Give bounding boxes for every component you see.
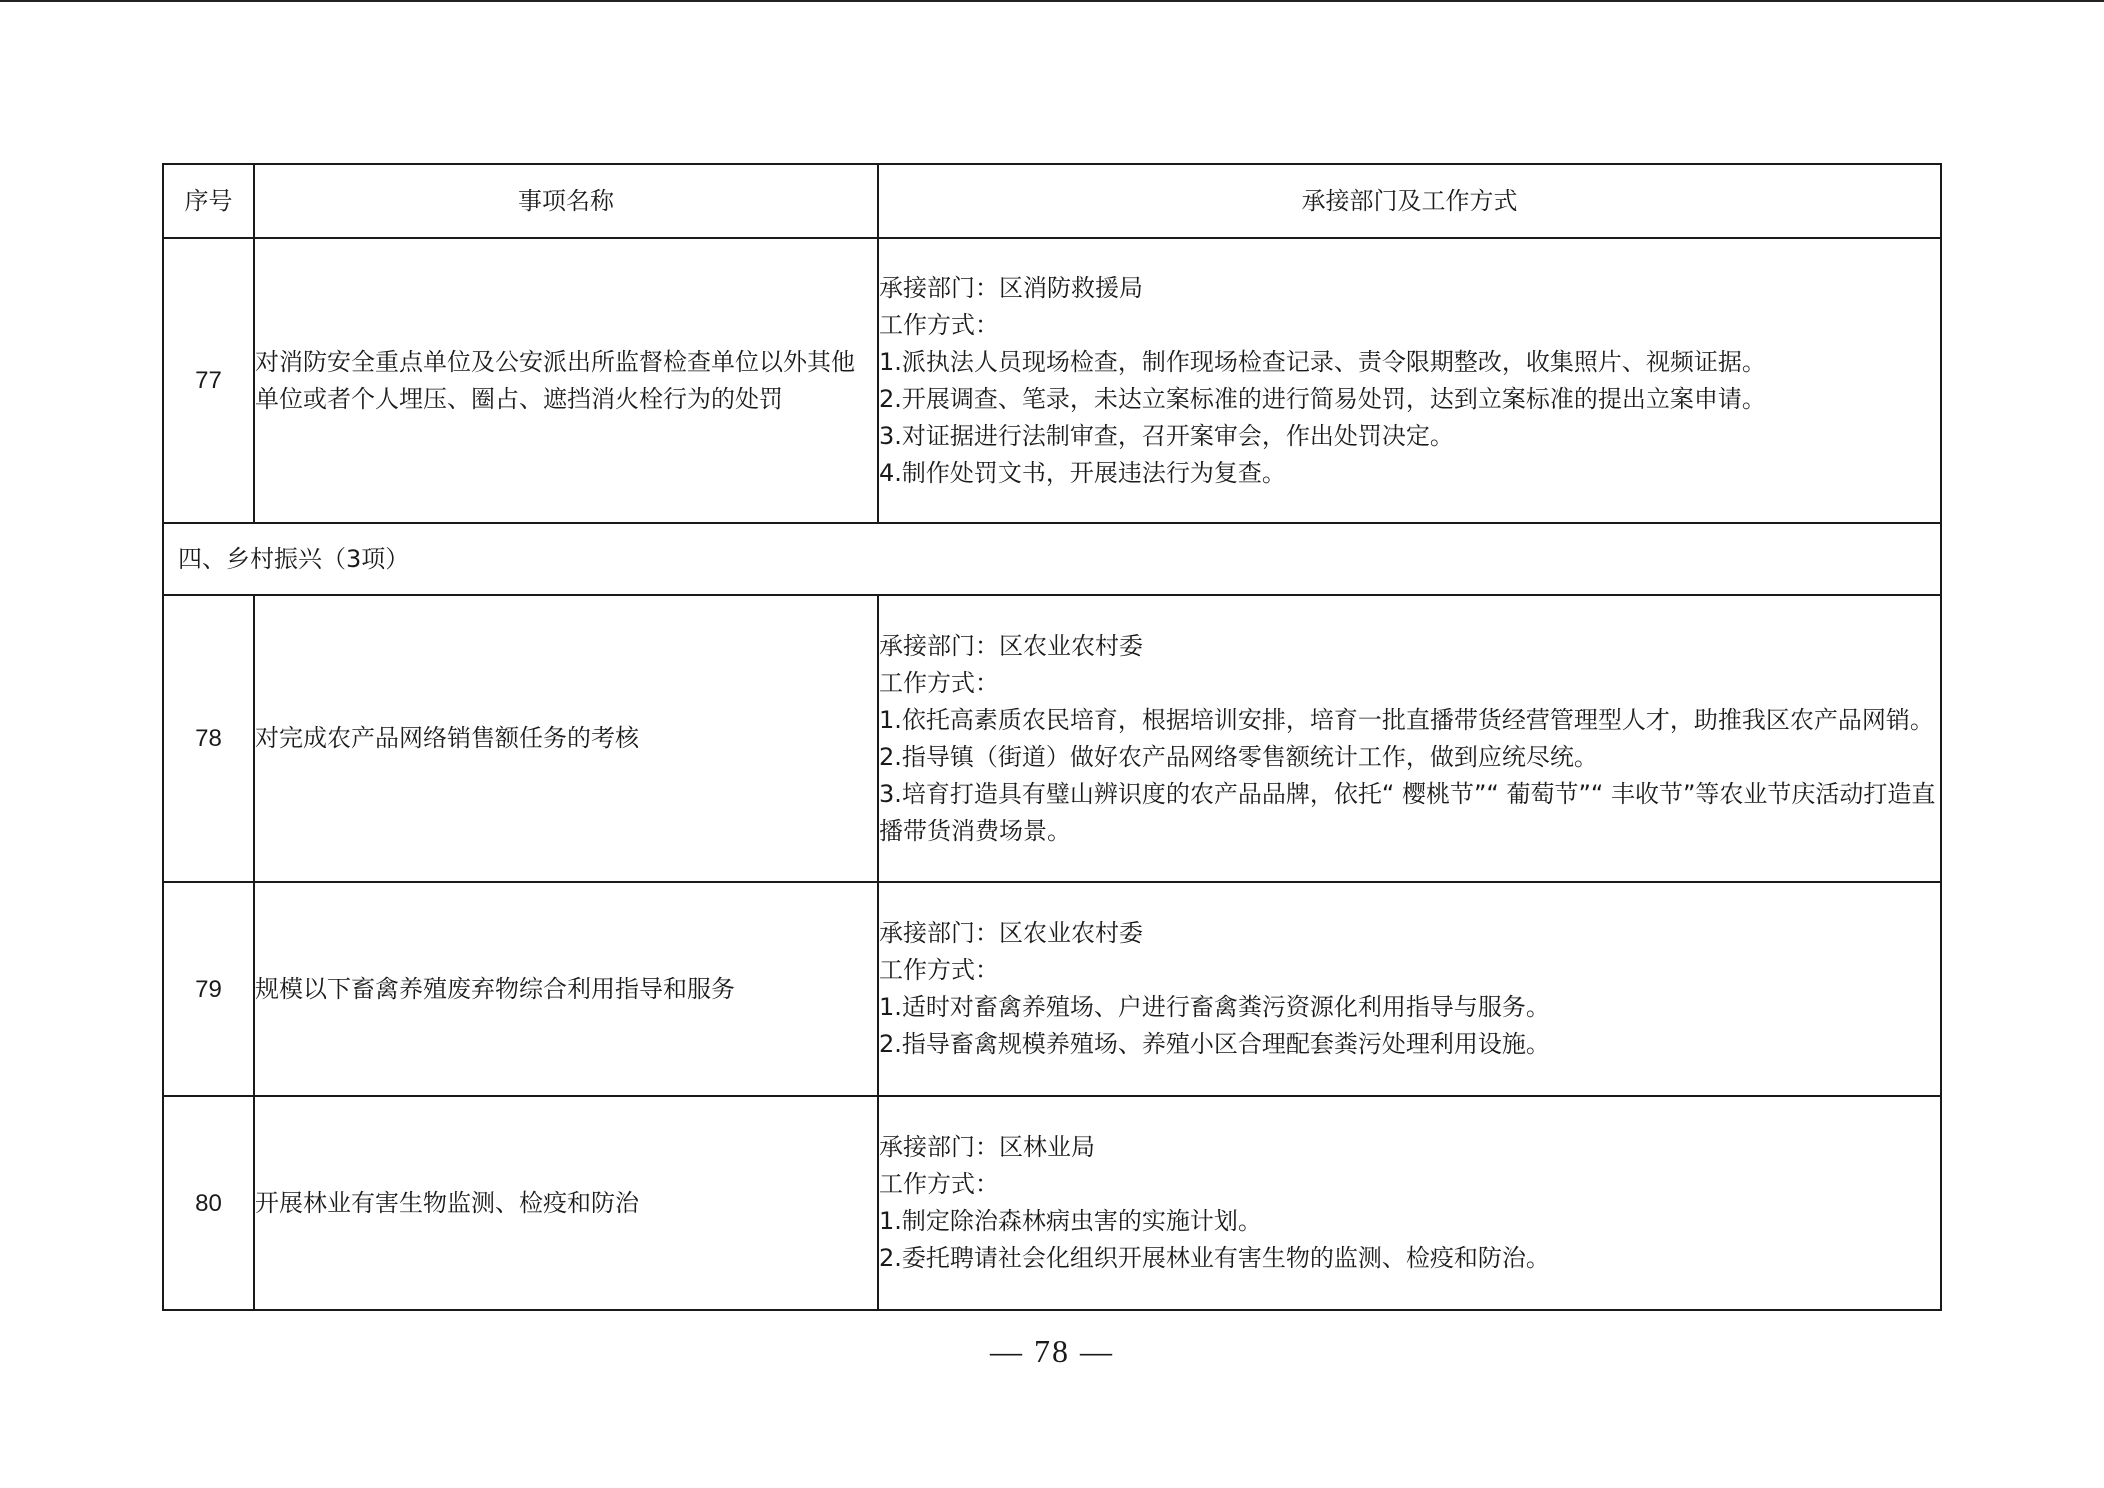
detail-line: 工作方式：: [879, 310, 999, 339]
row-item-name: 开展林业有害生物监测、检疫和防治: [254, 1096, 878, 1310]
detail-line: 2.委托聘请社会化组织开展林业有害生物的监测、检疫和防治。: [879, 1244, 1550, 1272]
detail-line: 3.对证据进行法制审查，召开案审会，作出处罚决定。: [879, 421, 1454, 450]
detail-line: 工作方式：: [879, 668, 999, 697]
detail-line: 承接部门：区消防救援局: [879, 273, 1143, 302]
items-table: [162, 163, 1942, 1311]
row-detail: [878, 595, 1941, 882]
row-number: 78: [163, 595, 254, 882]
detail-line: 1.制定除治森林病虫害的实施计划。: [879, 1207, 1262, 1235]
detail-line: 1.派执法人员现场检查，制作现场检查记录、责令限期整改，收集照片、视频证据。: [879, 347, 1766, 376]
row-number: 80: [163, 1096, 254, 1310]
detail-line: 承接部门：区农业农村委: [879, 631, 1143, 660]
header-item-name: 事项名称: [254, 164, 878, 238]
section-title: 四、乡村振兴（3项）: [163, 523, 1941, 595]
table-row: [163, 882, 1941, 1096]
detail-line: 承接部门：区林业局: [879, 1133, 1095, 1161]
detail-line: 3.培育打造具有璧山辨识度的农产品品牌，依托“ 樱桃节”“ 葡萄节”“ 丰收节”等农业节庆活动打造直播带货消费场景。: [879, 779, 1936, 845]
row-item-name: 对消防安全重点单位及公安派出所监督检查单位以外其他单位或者个人埋压、圈占、遮挡消火栓行为的处罚: [254, 238, 878, 523]
header-department-method: 承接部门及工作方式: [878, 164, 1941, 238]
detail-line: 工作方式：: [879, 1170, 999, 1198]
detail-line: 1.适时对畜禽养殖场、户进行畜禽粪污资源化利用指导与服务。: [879, 993, 1550, 1021]
header-serial-number: 序号: [163, 164, 254, 238]
page-number: — 78 —: [990, 1333, 1114, 1369]
table-header-row: [163, 164, 1941, 238]
row-detail: [878, 1096, 1941, 1310]
row-number: 77: [163, 238, 254, 523]
row-detail: [878, 238, 1941, 523]
detail-line: 工作方式：: [879, 956, 999, 984]
section-header-row: [163, 523, 1941, 595]
row-detail: [878, 882, 1941, 1096]
table-row: [163, 1096, 1941, 1310]
detail-line: 2.指导镇（街道）做好农产品网络零售额统计工作，做到应统尽统。: [879, 742, 1598, 771]
page-top-border: [0, 0, 2104, 2]
row-number: 79: [163, 882, 254, 1096]
detail-line: 4.制作处罚文书，开展违法行为复查。: [879, 458, 1286, 487]
row-item-name: 对完成农产品网络销售额任务的考核: [254, 595, 878, 882]
table-row: [163, 238, 1941, 523]
detail-line: 承接部门：区农业农村委: [879, 919, 1143, 947]
detail-line: 2.开展调查、笔录，未达立案标准的进行简易处罚，达到立案标准的提出立案申请。: [879, 384, 1766, 413]
table-row: [163, 595, 1941, 882]
row-item-name: 规模以下畜禽养殖废弃物综合利用指导和服务: [254, 882, 878, 1096]
detail-line: 1.依托高素质农民培育，根据培训安排，培育一批直播带货经营管理型人才，助推我区农产品网销。: [879, 705, 1934, 734]
detail-line: 2.指导畜禽规模养殖场、养殖小区合理配套粪污处理利用设施。: [879, 1030, 1550, 1058]
